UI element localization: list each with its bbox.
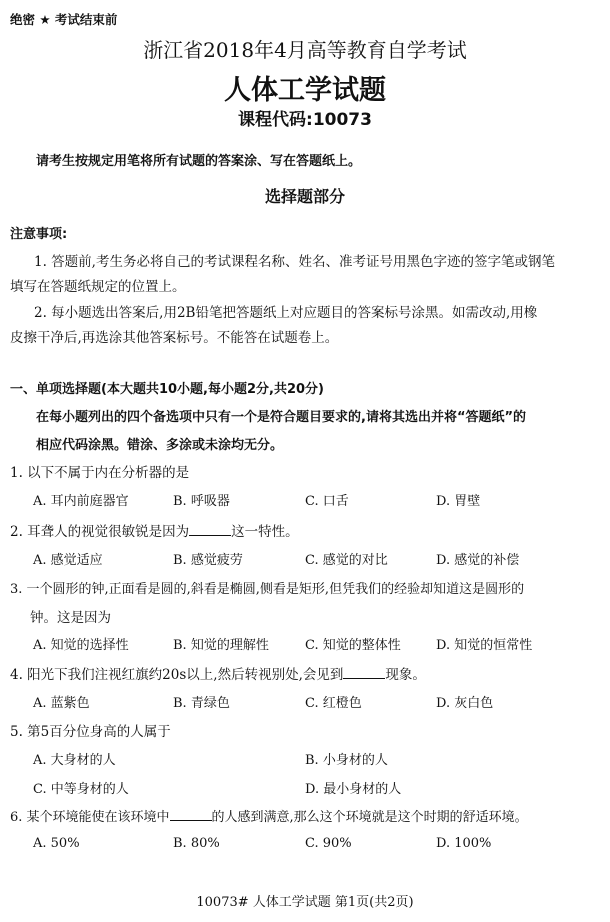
- subject-title: 人体工学试题: [224, 75, 386, 106]
- confidential-label: 绝密 ★ 考试结束前: [10, 12, 118, 27]
- q4-option-d: D. 灰白色: [436, 696, 494, 711]
- q6-option-b: B. 80%: [173, 836, 220, 851]
- exam-title: 浙江省2018年4月高等教育自学考试: [143, 38, 467, 62]
- q1-option-c: C. 口舌: [305, 494, 349, 509]
- course-code: 课程代码:10073: [238, 110, 372, 130]
- q2-option-a: A. 感觉适应: [33, 553, 103, 568]
- q3-option-b: B. 知觉的理解性: [173, 638, 269, 653]
- part1-heading: 一、单项选择题(本大题共10小题,每小题2分,共20分): [10, 382, 324, 397]
- q1-option-d: D. 胃壁: [436, 494, 481, 509]
- question-3-line-1: 3. 一个圆形的钟,正面看是圆的,斜看是椭圆,侧看是矩形,但凭我们的经验却知道这是圆形的: [10, 582, 525, 597]
- q5-option-c: C. 中等身材的人: [33, 782, 129, 797]
- notes-heading: 注意事项:: [10, 227, 68, 242]
- q6-option-c: C. 90%: [305, 836, 352, 851]
- q4-text-before: 4. 阳光下我们注视红旗约20s以上,然后转视别处,会见到: [10, 667, 344, 683]
- q5-option-a: A. 大身材的人: [33, 753, 116, 768]
- note-1-line-1: 1. 答题前,考生务必将自己的考试课程名称、姓名、准考证号用黑色字迹的签字笔或钢笔: [34, 254, 555, 270]
- part1-desc-line-2: 相应代码涂黑。错涂、多涂或未涂均无分。: [36, 438, 284, 453]
- question-4: [10, 663, 426, 683]
- note-2-line-2: 皮擦干净后,再选涂其他答案标号。不能答在试题卷上。: [10, 330, 339, 346]
- answer-instruction: 请考生按规定用笔将所有试题的答案涂、写在答题纸上。: [36, 154, 362, 169]
- q5-option-d: D. 最小身材的人: [305, 782, 402, 797]
- q4-option-c: C. 红橙色: [305, 696, 362, 711]
- q4-answer-blank: [343, 666, 385, 679]
- note-2-line-1: 2. 每小题选出答案后,用2B铅笔把答题纸上对应题目的答案标号涂黑。如需改动,用橡: [34, 305, 538, 321]
- q6-option-d: D. 100%: [436, 836, 492, 851]
- q2-text-after: 这一特性。: [231, 524, 299, 540]
- question-1: 1. 以下不属于内在分析器的是: [10, 465, 190, 481]
- q6-answer-blank: [170, 808, 212, 821]
- q3-option-a: A. 知觉的选择性: [33, 638, 129, 653]
- q5-option-b: B. 小身材的人: [305, 753, 388, 768]
- q1-option-b: B. 呼吸器: [173, 494, 230, 509]
- q4-option-a: A. 蓝紫色: [33, 696, 90, 711]
- section-title: 选择题部分: [264, 187, 345, 206]
- q1-option-a: A. 耳内前庭器官: [33, 494, 129, 509]
- q2-option-d: D. 感觉的补偿: [436, 553, 520, 568]
- q2-option-c: C. 感觉的对比: [305, 553, 388, 568]
- q4-text-after: 现象。: [385, 667, 426, 683]
- q3-option-c: C. 知觉的整体性: [305, 638, 401, 653]
- q2-answer-blank: [189, 523, 231, 536]
- note-1-line-2: 填写在答题纸规定的位置上。: [10, 279, 186, 295]
- question-5: 5. 第5百分位身高的人属于: [10, 724, 171, 740]
- q3-option-d: D. 知觉的恒常性: [436, 638, 533, 653]
- question-6: [10, 806, 528, 825]
- question-2: [10, 520, 299, 540]
- q6-option-a: A. 50%: [33, 836, 80, 851]
- q4-option-b: B. 青绿色: [173, 696, 230, 711]
- q6-text-before: 6. 某个环境能使在该环境中: [10, 810, 170, 825]
- question-3-line-2: 钟。这是因为: [30, 610, 111, 626]
- q6-text-after: 的人感到满意,那么这个环境就是这个时期的舒适环境。: [211, 810, 528, 825]
- page-footer: 10073# 人体工学试题 第1页(共2页): [196, 895, 414, 910]
- part1-desc-line-1: 在每小题列出的四个备选项中只有一个是符合题目要求的,请将其选出并将“答题纸”的: [36, 410, 527, 425]
- q2-option-b: B. 感觉疲劳: [173, 553, 243, 568]
- q2-text-before: 2. 耳聋人的视觉很敏锐是因为: [10, 524, 190, 540]
